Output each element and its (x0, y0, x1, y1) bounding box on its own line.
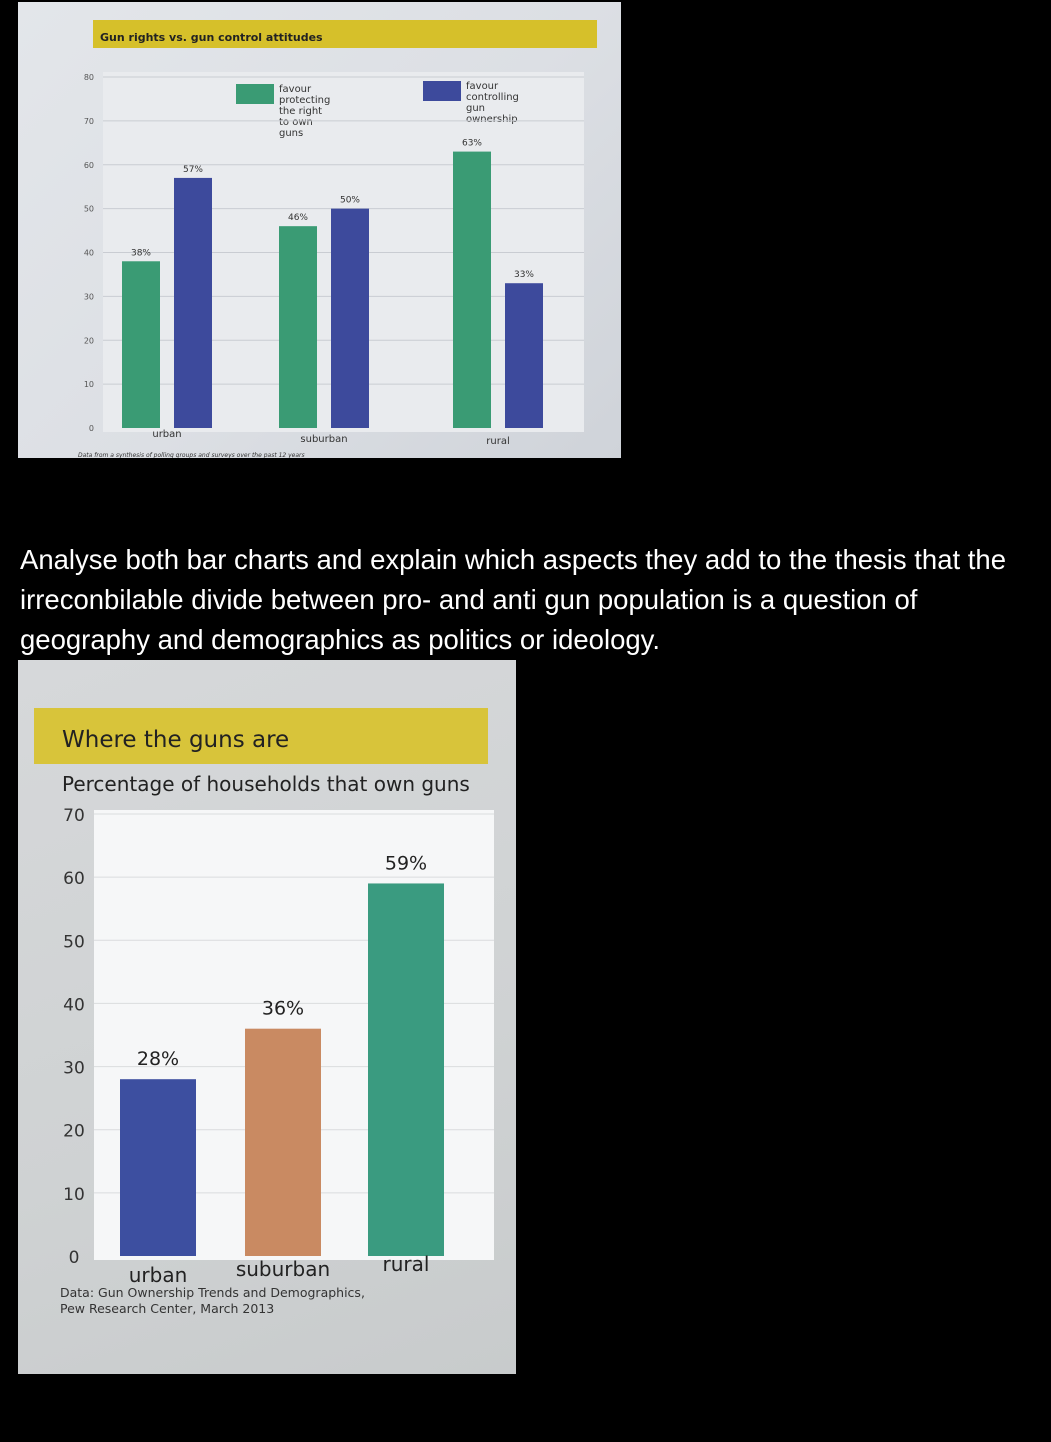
bar (368, 883, 444, 1256)
category-label: urban (128, 1263, 188, 1287)
bar (245, 1029, 321, 1256)
bar (331, 209, 369, 428)
chart-photo-ownership (18, 660, 516, 1374)
chart-title: Gun rights vs. gun control attitudes (100, 31, 323, 44)
data-label: 57% (182, 164, 204, 175)
category-label: suburban (300, 434, 348, 445)
bar (453, 152, 491, 428)
bar (120, 1079, 196, 1256)
y-tick-label: 30 (83, 292, 94, 302)
y-tick-label: 70 (83, 116, 94, 126)
y-tick-label: 50 (83, 204, 94, 214)
chart-photo-attitudes (18, 2, 621, 458)
bar (279, 226, 317, 428)
chart-attitudes-svg (18, 2, 621, 458)
y-tick-label: 40 (83, 248, 94, 258)
y-tick-label: 60 (83, 160, 94, 170)
data-label: 63% (461, 138, 483, 149)
bar (505, 283, 543, 428)
y-tick-label: 70 (63, 806, 85, 826)
y-tick-label: 10 (63, 1184, 85, 1205)
y-tick-label: 80 (83, 73, 94, 82)
y-tick-label: 30 (63, 1058, 85, 1079)
chart-source-note: Data: Gun Ownership Trends and Demographics, Pew Research Center, March 2013 (60, 1285, 365, 1316)
data-label: 33% (513, 270, 535, 281)
y-tick-label: 60 (63, 869, 85, 890)
y-tick-label: 0 (68, 1248, 80, 1268)
data-label: 46% (287, 213, 309, 224)
chart-ownership-svg (18, 660, 516, 1374)
y-tick-label: 10 (83, 380, 94, 390)
category-label: suburban (235, 1257, 331, 1281)
chart-source-note: Data from a synthesis of polling groups and surveys over the past 12 years (78, 452, 305, 458)
y-tick-label: 50 (63, 932, 85, 953)
category-label: urban (152, 429, 182, 440)
question-text: Analyse both bar charts and explain which aspects they add to the thesis that the irreconbilable divide between pro- and anti gun population is a question of geography and demographics as politics or ideology. (20, 544, 1007, 655)
bar (122, 261, 160, 428)
legend-label-protect: favour protecting the right to own guns (279, 84, 331, 139)
legend-label-control: favour controlling gun ownership (466, 81, 519, 125)
data-label: 59% (384, 852, 428, 875)
chart-title: Where the guns are (62, 727, 290, 753)
y-tick-label: 20 (83, 336, 94, 346)
data-label: 38% (130, 248, 152, 259)
y-tick-label: 20 (63, 1121, 85, 1142)
bar (174, 178, 212, 428)
y-tick-label: 0 (88, 424, 94, 433)
y-tick-label: 40 (63, 995, 85, 1016)
data-label: 28% (136, 1048, 180, 1071)
chart-subtitle: Percentage of households that own guns (62, 772, 470, 796)
data-label: 36% (261, 997, 305, 1020)
category-label: rural (486, 436, 510, 447)
data-label: 50% (339, 195, 361, 206)
category-label: rural (382, 1252, 430, 1276)
